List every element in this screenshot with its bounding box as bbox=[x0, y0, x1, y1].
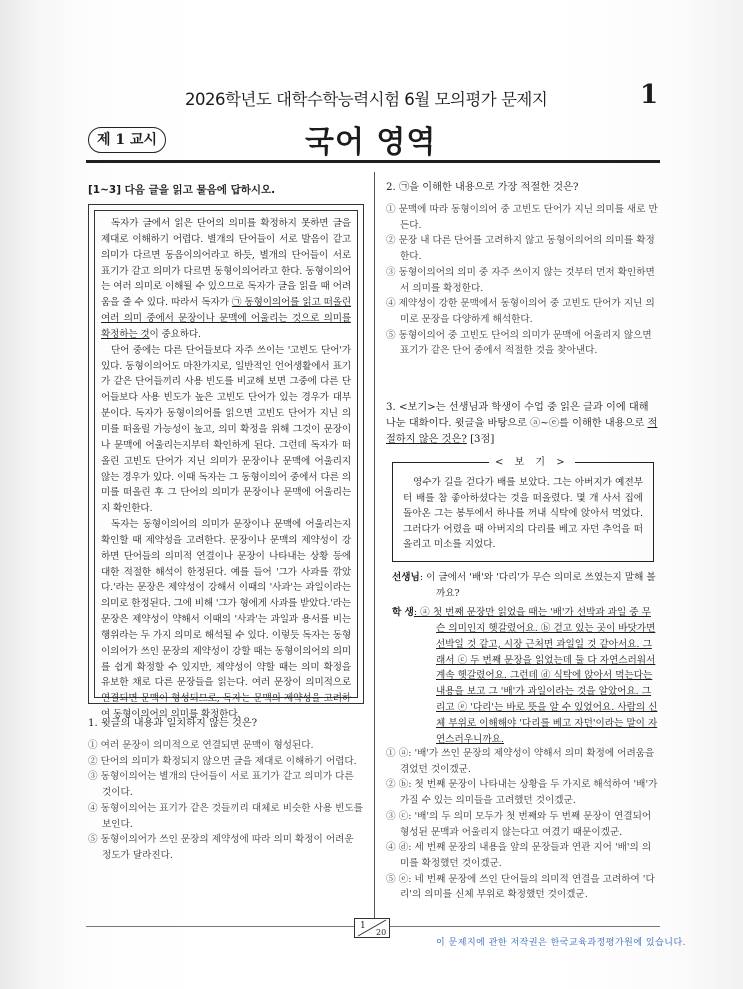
question-3-stem bbox=[386, 400, 658, 448]
bogi-text: 영수가 길을 걷다가 배를 보았다. 그는 아버지가 예전부터 배를 참 좋아하셨다는 것을 떠올렸다. 몇 개 사서 집에 돌아온 그는 봉투에서 하나를 꺼내 식탁에 앉아서 먹었다. 그러다가 어렸을 때 아버지의 다리를 베고 자던 추억을 떠올리고 미소를 지었다. bbox=[403, 477, 643, 551]
question-3-points: [3점] bbox=[466, 434, 495, 445]
student-text: : ⓐ 첫 번째 문장만 읽었을 때는 '배'가 선박과 과일 중 무슨 의미인지 헷갈렸어요. ⓑ 걷고 있는 곳이 바닷가면 선박일 것 같고, 시장 근처면 과일일 것 같아서요. 그래서 ⓒ 두 번째 문장을 읽었는데 둘 다 자연스러워서 계속 헷갈렸어요. 그런데 ⓓ 식탁에 앉아서 먹는다는 내용을 보고 그 '배'가 과일이라는 것을 알았어요. 그리고 ⓔ '다리'는 바로 뜻을 알 수 있었어요. 사람의 신체 부위로 이해해야 '다리를 베고 자던'이라는 말이 자연스러우니까요. bbox=[413, 606, 658, 746]
question-3-choice-1[interactable]: ① ⓐ: '배'가 쓰인 문장의 제약성이 약해서 의미 확정에 어려움을 겪었던 것이겠군. bbox=[386, 748, 655, 775]
question-1-choice-5[interactable]: ⑤ 동형이의어가 쓰인 문장의 제약성에 따라 의미 확정이 어려운 정도가 달라진다. bbox=[88, 834, 354, 861]
question-2-choice-4[interactable]: ④ 제약성이 강한 문맥에서 동형이의어 중 고빈도 단어가 지닌 의미로 문장을 다양하게 해석한다. bbox=[386, 298, 655, 325]
question-2-choice-1[interactable]: ① 문맥에 따라 동형이의어 중 고빈도 단어가 지닌 의미를 새로 만든다. bbox=[386, 204, 658, 231]
passage-paragraph-3: 독자는 동형이의어의 의미가 문장이나 문맥에 어울리는지 확인할 때 제약성을 고려한다. 문장이나 문맥의 제약성이 강하면 단어들의 의미적 연결이나 문장이 나타내는 상황 등에 대한 적절한 해석이 한정된다. 예를 들어 '그가 사과를 깎았다.'라는 문장은 제약성이 강해서 이때의 '사과'는 과일이라는 의미로 한정된다. 그에 비해 '그가 형에게 사과를 받았다.'라는 문장은 제약성이 약해서 이때의 '사과'는 과일과 용서를 비는 행위라는 두 가지 의미로 해석될 수 있다. 이렇듯 독자는 동형이의어가 쓰인 문장의 제약성이 강할 때는 동형이의어의 의미를 쉽게 확정할 수 있지만, 제약성이 약할 때는 의미 확정을 유보한 채로 다른 문장들을 읽는다. 여러 문장이 의미적으로 연결되면 문맥이 형성되므로, 독자는 문맥의 제약성을 고려하여 동형이의어의 의미를 확정한다. bbox=[101, 519, 351, 721]
question-3-stem-block bbox=[386, 400, 658, 454]
question-1-choice-4[interactable]: ④ 동형이의어는 표기가 같은 것들끼리 대체로 비슷한 사용 빈도를 보인다. bbox=[88, 802, 363, 830]
passage-text bbox=[94, 210, 358, 721]
title-rule bbox=[86, 160, 660, 163]
question-1-choice-2[interactable]: ② 단어의 의미가 확정되지 않으면 글을 제대로 이해하기 어렵다. bbox=[88, 755, 357, 767]
question-3-choice-3[interactable]: ③ ⓒ: '배'의 두 의미 모두가 첫 번째와 두 번째 문장이 연결되어 형성된 문맥과 어울리지 않는다고 여겼기 때문이겠군. bbox=[386, 810, 652, 838]
question-2-choice-2[interactable]: ② 문장 내 다른 단어를 고려하지 않고 동형이의어의 의미를 확정한다. bbox=[386, 235, 655, 263]
exam-title: 2026학년도 대학수학능력시험 6월 모의평가 문제지 bbox=[185, 90, 548, 109]
question-3-choice-4[interactable]: ④ ⓓ: 세 번째 문장의 내용을 앞의 문장들과 연관 지어 '배'의 의미를 확정했던 것이겠군. bbox=[386, 842, 652, 869]
subject-title: 국어 영역 bbox=[305, 125, 437, 160]
question-2-stem: 2. ㉠을 이해한 내용으로 가장 적절한 것은? bbox=[386, 182, 579, 193]
bogi-label: < 보 기 > bbox=[489, 455, 575, 471]
bogi-box bbox=[392, 457, 654, 562]
question-2-choice-3[interactable]: ③ 동형이의어의 의미 중 자주 쓰이지 않는 것부터 먼저 확인하면서 의미를 확정한다. bbox=[386, 266, 655, 294]
passage-p1-text: 독자가 글에서 읽은 단어의 의미를 확정하지 못하면 글을 제대로 이해하기 어렵다. 별개의 단어들이 서로 발음이 같고 의미가 다르면 동음이의어라고 하듯, 별개의 단어들이 서로 표기가 같고 의미가 다르면 동형이의어라고 한다. 동형이의어는 여러 의미로 이해될 수 있으므로 독자가 글을 읽을 때 어려움을 줄 수 있다. 따라서 독자가 bbox=[101, 218, 351, 309]
student-label: 학 생 bbox=[392, 606, 414, 618]
student-line bbox=[392, 605, 660, 748]
footer-page-total: 20 bbox=[376, 928, 387, 937]
question-1-choice-1[interactable]: ① 여러 문장이 의미적으로 연결되면 문맥이 형성된다. bbox=[88, 740, 314, 751]
question-1-stem: 1. 윗글의 내용과 일치하지 않는 것은? bbox=[88, 718, 258, 729]
question-2 bbox=[386, 180, 658, 359]
passage-p1-end: 이 중요하다. bbox=[149, 328, 201, 340]
question-3-choice-2[interactable]: ② ⓑ: 첫 번째 문장이 나타내는 상황을 두 가지로 해석하여 '배'가 가질 수 있는 의미들을 고려했던 것이겠군. bbox=[386, 779, 658, 807]
question-2-choice-5[interactable]: ⑤ 동형이의어 중 고빈도 단어의 의미가 문맥에 어울리지 않으면 표기가 같은 단어 중에서 적절한 것을 찾아낸다. bbox=[386, 329, 652, 357]
page-number: 1 bbox=[640, 80, 659, 110]
question-1-choice-3[interactable]: ③ 동형이의어는 별개의 단어들이 서로 표기가 같고 의미가 다른 것이다. bbox=[88, 771, 354, 799]
dialogue bbox=[392, 570, 660, 748]
question-3-choices bbox=[386, 746, 658, 903]
footer-page-indicator bbox=[354, 918, 390, 938]
session-badge: 제 1 교시 bbox=[88, 127, 166, 153]
question-3-choice-5[interactable]: ⑤ ⓔ: 네 번째 문장에 쓰인 단어들의 의미적 연결을 고려하여 '다리'의 의미를 신체 부위로 확정했던 것이겠군. bbox=[386, 873, 655, 901]
question-3-stem-underline: 적절하지 않은 것은? bbox=[386, 418, 658, 445]
column-divider bbox=[374, 172, 375, 934]
passage-p1-underline: ㉠ 동형이의어를 읽고 떠올린 여러 의미 중에서 문장이나 문맥에 어울리는 것으로 의미를 확정하는 것 bbox=[101, 297, 352, 340]
teacher-text: : 이 글에서 '배'와 '다리'가 무슨 의미로 쓰였는지 말해 볼까요? bbox=[419, 572, 656, 599]
passage-paragraph-1 bbox=[101, 216, 351, 343]
passage-paragraph-2: 단어 중에는 다른 단어들보다 자주 쓰이는 '고빈도 단어'가 있다. 동형이의어도 마찬가지로, 일반적인 언어생활에서 표기가 같은 단어들끼리 사용 빈도를 비교해 보면 그중에 다른 단어들보다 사용 빈도가 높은 고빈도 단어가 있는 경우가 대부분이다. 독자가 동형이의어를 읽으면 고빈도 단어가 지닌 의미를 떠올릴 가능성이 높고, 의미 확정을 위해 그것이 문장이나 문맥에 어울리는지부터 확인하게 된다. 그런데 독자가 떠올린 고빈도 단어가 지닌 의미가 문장이나 문맥에 어울리지 않는 경우가 있다. 이때 독자는 그 동형이의어 중에서 다른 의미를 떠올린 후 그 단어의 의미가 문장이나 문맥에 어울리는지 확인한다. bbox=[101, 344, 351, 515]
passage-box bbox=[88, 204, 364, 721]
footer-copyright: 이 문제지에 관한 저작권은 한국교육과정평가원에 있습니다. bbox=[436, 938, 687, 948]
teacher-line bbox=[392, 570, 660, 602]
question-3-stem-text: 3. <보기>는 선생님과 학생이 수업 중 읽은 글과 이에 대해 나눈 대화이다. 윗글을 바탕으로 ⓐ~ⓔ를 이해한 내용으로 bbox=[386, 402, 649, 429]
question-1 bbox=[88, 716, 364, 864]
teacher-label: 선생님 bbox=[392, 572, 420, 583]
footer-page-current: 1 bbox=[360, 921, 366, 931]
instruction: [1~3] 다음 글을 읽고 물음에 답하시오. bbox=[88, 184, 276, 196]
